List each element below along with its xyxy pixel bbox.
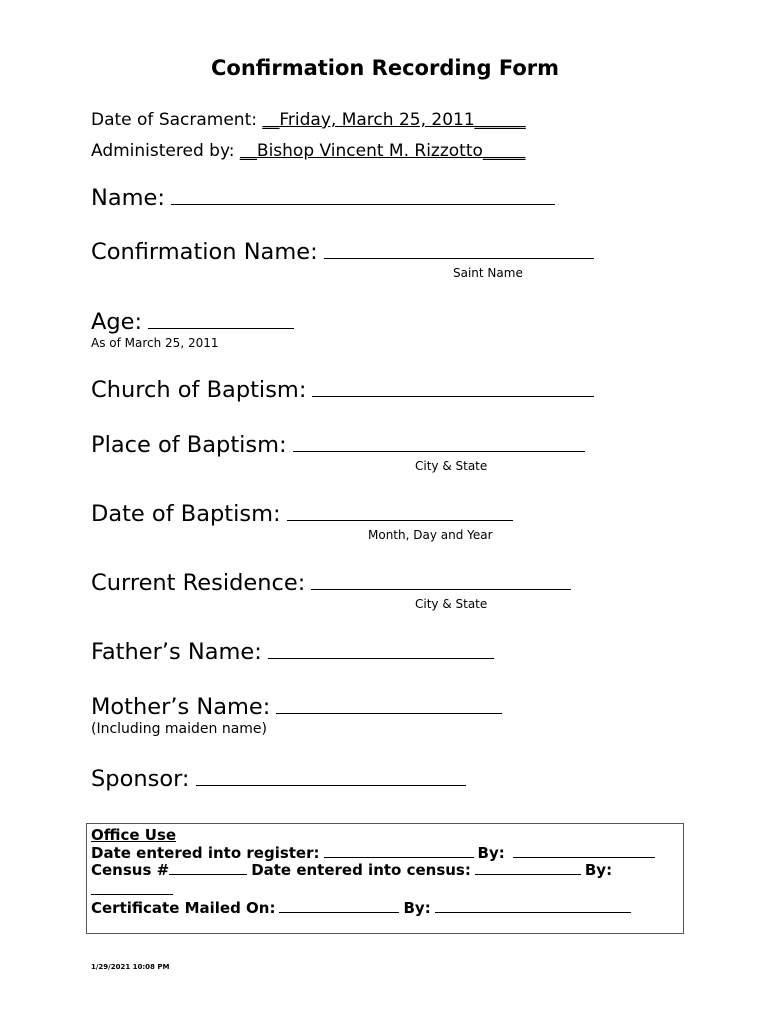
administered-label: Administered by: — [91, 141, 240, 161]
current-residence-row — [91, 570, 571, 596]
fathers-name-label: Father’s Name: — [91, 639, 262, 665]
confirmation-name-label: Confirmation Name: — [91, 239, 318, 265]
residence-hint: City & State — [415, 597, 488, 611]
fathers-name-blank[interactable] — [268, 657, 494, 659]
age-row — [91, 309, 294, 335]
office-use-box — [86, 823, 684, 934]
footer-stamp: 1/29/2021 10:08 PM — [91, 963, 170, 971]
current-residence-label: Current Residence: — [91, 570, 306, 596]
name-blank[interactable] — [171, 203, 555, 205]
date-entered-row — [91, 844, 659, 862]
form-title: Confirmation Recording Form — [210, 56, 560, 80]
place-of-baptism-label: Place of Baptism: — [91, 432, 287, 458]
mothers-name-label: Mother’s Name: — [91, 694, 271, 720]
name-label: Name: — [91, 185, 165, 211]
sponsor-label: Sponsor: — [91, 766, 190, 792]
mothers-name-row — [91, 694, 502, 720]
administered-post: _____ — [482, 141, 526, 161]
date-hint: Month, Day and Year — [368, 528, 493, 542]
census-by-label: By: — [584, 861, 613, 879]
date-entered-by-label: By: — [477, 844, 505, 862]
sacrament-label: Date of Sacrament: — [91, 110, 263, 130]
date-census-blank[interactable] — [475, 873, 581, 875]
age-hint: As of March 25, 2011 — [91, 336, 219, 350]
date-entered-blank[interactable] — [324, 856, 474, 858]
current-residence-blank[interactable] — [311, 588, 571, 590]
age-label: Age: — [91, 309, 143, 335]
certificate-blank[interactable] — [279, 911, 399, 913]
administered-pre: __ — [239, 141, 257, 161]
fathers-name-row — [91, 639, 494, 665]
name-row — [91, 185, 555, 211]
saint-name-hint: Saint Name — [453, 266, 523, 280]
census-row — [91, 861, 612, 879]
sponsor-row — [91, 766, 466, 792]
church-of-baptism-row — [91, 377, 594, 403]
certificate-label: Certificate Mailed On: — [91, 899, 276, 917]
certificate-by-blank[interactable] — [435, 911, 631, 913]
age-blank[interactable] — [148, 327, 294, 329]
sacrament-row — [91, 110, 526, 130]
place-of-baptism-row — [91, 432, 585, 458]
date-of-baptism-blank[interactable] — [287, 519, 513, 521]
church-of-baptism-label: Church of Baptism: — [91, 377, 307, 403]
mothers-name-blank[interactable] — [276, 712, 502, 714]
sponsor-blank[interactable] — [196, 784, 466, 786]
sacrament-post: ______ — [474, 110, 526, 130]
date-of-baptism-label: Date of Baptism: — [91, 501, 281, 527]
date-entered-by-blank[interactable] — [513, 856, 655, 858]
census-label: Census # — [91, 861, 170, 879]
sacrament-value: Friday, March 25, 2011 — [279, 110, 475, 130]
place-of-baptism-blank[interactable] — [293, 450, 585, 452]
confirmation-name-blank[interactable] — [324, 257, 594, 259]
date-of-baptism-row — [91, 501, 513, 527]
sacrament-pre: __ — [262, 110, 280, 130]
mothers-hint: (Including maiden name) — [91, 721, 268, 737]
date-census-label: Date entered into census: — [251, 861, 471, 879]
date-entered-label: Date entered into register: — [91, 844, 320, 862]
administered-row — [91, 141, 525, 161]
census-by-blank[interactable] — [91, 880, 173, 899]
church-of-baptism-blank[interactable] — [312, 395, 594, 397]
census-blank[interactable] — [169, 873, 247, 875]
certificate-row — [91, 899, 635, 917]
confirmation-name-row — [91, 239, 594, 265]
office-use-heading: Office Use — [91, 826, 177, 844]
administered-value: Bishop Vincent M. Rizzotto — [256, 141, 483, 161]
certificate-by-label: By: — [403, 899, 431, 917]
place-hint: City & State — [415, 459, 488, 473]
